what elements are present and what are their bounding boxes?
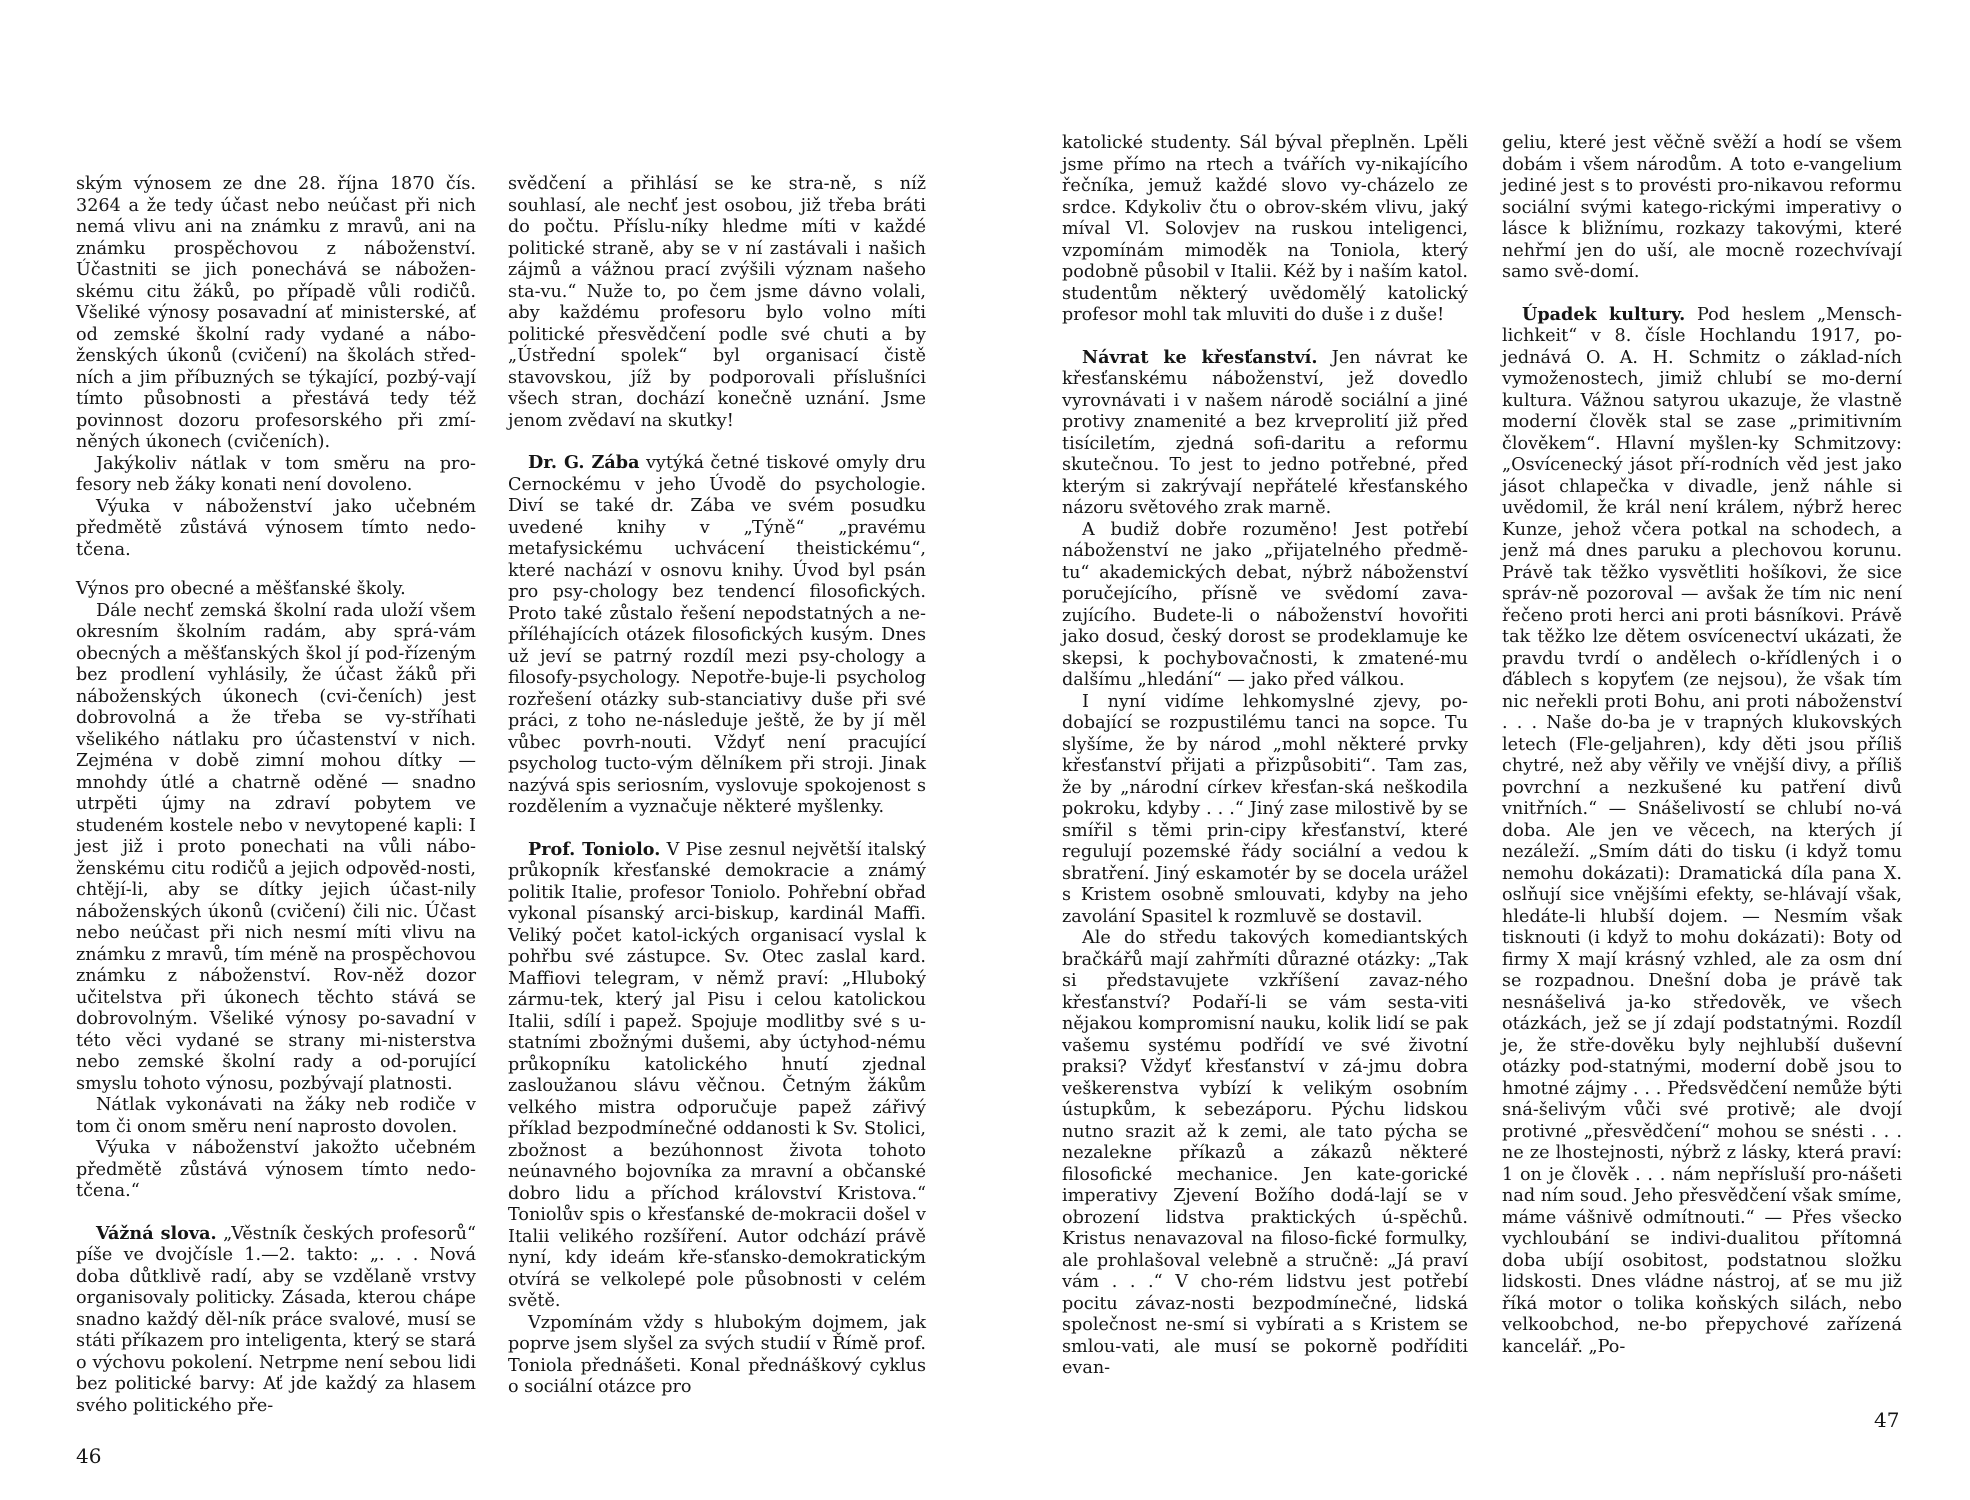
paragraph: geliu, které jest věčně svěží a hodí se všem dobám i všem národům. A toto e-vangelium jediné jest s to provésti pro-nikavou reformu sociální svými katego-rickými imperativy o lásce k bližnímu, rozkazy takovými, které nehřmí jen do uší, ale mocně rozechvívají samo svě-domí. bbox=[1502, 133, 1902, 282]
section-body: V Pise zesnul největší italský průkopník křesťanské demokracie a známý politik Italie, profesor Toniolo. Pohřební obřad vykonal písanský arci-biskup, kardinál Maffi. Veliký počet katol-ických organisací vyslal k pohřbu své zástupce. Sv. Otec zaslal kard. Maffiovi telegram, v němž praví: „Hluboký zármu-tek, který jal Pisu i celou katolickou Italii, sdílí i papež. Spojuje modlitby své s u-statními zbožnými dušemi, aby úctyhod-nému průkopníku katolického hnutí zjednal zasloužanou slávu věčnou. Četným žákům velkého mistra odporučuje papež zářivý příklad bezpodmínečné oddanosti k Sv. Stolici, zbožnost a bezúhonnost života tohoto neúnavného bojovníka za mravní a občanské dobro lidu a příchod království Kristova.“ Toniolův spis o křesťanské de-mokracii došel v Italii velikého rozšíření. Autor odchází právě nyní, kdy ideám kře-sťansko-demokratickým otvírá se velkolepé pole působnosti v celém světě. bbox=[508, 839, 926, 1311]
section-heading-paragraph bbox=[1502, 304, 1902, 1359]
paragraph: Vzpomínám vždy s hlubokým dojmem, jak poprve jsem slyšel za svých studií v Římě prof. Toniola přednášeti. Konal přednáškový cyklus o sociální otázce pro bbox=[508, 1312, 926, 1397]
section-heading-paragraph bbox=[1062, 347, 1468, 520]
paragraph: Ale do středu takových komediantských bračkářů mají zahřmíti důrazné otázky: „Tak si představujete vzkříšení zavaz-ného křesťanství? Podaří-li se vám sesta-viti nějakou kompromisní nauku, kolik lidí se pak vašemu systému podřídí ve své životní praksi? Vždyť křesťanství v zá-jmu dobra veškerenstva vybízí k velikým osobním ústupkům, k sebezáporu. Pýchu lidskou nutno srazit až k zemi, ale tato pýcha se nezalekne příkazů a zákazů některé filosofické mechanice. Jen kate-gorické imperativy Zjevení Božího dodá-lají se v obrození lidstva praktických ú-spěchů. Kristus nenavazoval na filoso-fické formulky, ale prohlašoval velebně a stručně: „Já praví vám . . .“ V cho-rém lidstvu jest potřebí pocitu závaz-nosti bezpodmínečné, lidská společnost ne-smí si vybírati a s Kristem se smlou-vati, ale musí se pokorně podříditi evan- bbox=[1062, 928, 1468, 1378]
paragraph: Výuka v náboženství jakožto učebném předmětě zůstává výnosem tímto nedo-tčena.“ bbox=[76, 1138, 476, 1201]
section-heading-paragraph bbox=[76, 1223, 476, 1418]
paragraph: Nátlak vykonávati na žáky neb rodiče v tom či onom směru není naprosto dovolen. bbox=[76, 1095, 476, 1137]
paragraph: I nyní vidíme lehkomyslné zjevy, po-dobající se rozpustilému tanci na sopce. Tu slyšíme, že by národ „mohl některé prvky křesťanství přijati a přizpůsobiti“. Tam zas, že by „národní církev křesťan-ská neškodila pokroku, kdyby . . .“ Jiný zase milostivě by se smířil s těmi prin-cipy křesťanství, které regulují pozemské řády sociální a vedou k sbratření. Jiný eskamotér by se docela urážel s Kristem osobně smlouvati, kdyby na jeho zavolání Spasitel k rozmluvě se dostavil. bbox=[1062, 691, 1468, 927]
left-page-column-2 bbox=[508, 174, 926, 1399]
section-body: vytýká četné tiskové omyly dru Cernockému v jeho Úvodě do psychologie. Diví se také dr. Zába ve svém posudku uvedené knihy v „Týně“ „pravému metafysickému uchvácení theistickému“, které nachází v osnovu knihy. Úvod byl psán pro psy-chology bez tendencí filosofických. Proto také zůstalo řešení nepodstatných a ne-příléhajících otázek filosofických kusým. Dnes už jeví se patrný rozdíl mezi psy-chology a filosofy-psychology. Nepotře-buje-li psycholog rozřešení otázky sub-stanciativy duše při své práci, z toho ne-následuje ještě, že by jí měl vůbec povrh-nouti. Vždyť není pracující psycholog tucto-vým dělníkem při stroji. Jinak nazývá spis seriosním, vyslovuje spokojenost s rozdělením a vyznačuje některé myšlenky. bbox=[508, 453, 926, 817]
section-heading-paragraph bbox=[508, 452, 926, 819]
section-body: Pod heslem „Mensch-lichkeit“ v 8. čísle Hochlandu 1917, po-jednává O. A. H. Schmitz o základ-ních vymoženostech, jimiž chlubí se mo-derní kultura. Vážnou satyrou ukazuje, že vlastně moderní člověk stal se zase „primitivním člověkem“. Hlavní myšlen-ky Schmitzovy: „Osvícenecký jásot pří-rodních věd jest jako jásot chlapečka v divadle, jenž náhle si uvědomil, že král není králem, nýbrž herec Kunze, jehož včera potkal na schodech, a jenž má dnes paruku a plechovou korunu. Právě tak těžko vysvětliti hošíkovi, že sice správ-ně pozoroval — avšak že tím nic není řečeno proti herci ani proti básníkovi. Právě tak těžko lze dětem osvícenectví ukázati, že pravdu tvrdí o andělech o-křídlených i o ďáblech s kopyťem (ze nejsou), že však tím nic neřekli proti Bohu, ani proti náboženství . . . Naše do-ba je v trapných klukovských letech (Fle-geljahren), kdy děti jsou příliš chytré, než aby věřily ve vnější divy, a příliš povrchní a nezkušené ku patření divů vnitřních.“ — Snášelivostí se chlubí no-vá doba. Ale jen ve věcech, na kterých jí nezáleží. „Smím dáti do tisku (i když tomu nemohu dokázati): Dramatická díla pana X. oslňují sice vnějšími efekty, se-hlávají však, hledáte-li hlubší dojem. — Nesmím však tisknouti (i když to mohu dokázati): Boty od firmy X mají krásný vzhled, ale za osm dní se rozpadnou. Dnešní doba je právě tak nesnášelivá ja-ko středověk, ve všech otázkách, jež se jí zdají podstatnými. Rozdíl je, že stře-dověku byly nejhlubší duševní otázky pod-statnými, moderní době jsou to hmotné zájmy . . . Předsvědčení nemůže býti sná-šelivým vůči své protivě; ale dvojí protivné „přesvědčení“ mohou se snésti . . . ne ze lhostejnosti, nýbrž z lásky, která praví: 1 on je člověk . . . nám nepřísluší pro-nášeti nad ním soud. Jeho přesvědčení však smíme, máme vášnivě odmítnouti.“ — Přes všecko vychloubání se indivi-dualitou přítomná doba ubíjí osobitost, podstatnou složku lidskosti. Dnes vládne nástroj, ať se mu již říká motor o tolika koňských silách, nebo velkoobchod, ne-bo přepychové zařízená kancelář. „Po- bbox=[1502, 304, 1902, 1357]
section-heading: Vážná slova. bbox=[96, 1222, 217, 1244]
section-body: Jen návrat ke křesťanskému náboženství, jež dovedlo vyrovnávati i v našem národě sociální a jiné protivy znamenité a bez krveprolití již před tisíciletím, zjedná sofi-daritu a reformu skutečnou. To jest to jedno potřebné, před kterým si zakrývají nepřátelé křesťanského názoru světového zrak marně. bbox=[1062, 347, 1468, 518]
section-heading-paragraph bbox=[508, 839, 926, 1313]
paragraph: Výuka v náboženství jako učebném předmětě zůstává výnosem tímto nedo-tčena. bbox=[76, 496, 476, 560]
paragraph: Dále nechť zemská školní rada uloží všem okresním školním radám, aby sprá-vám obecných a měšťanských škol jí pod-řízeným bez prodlení vyhlásily, že účast žáků při náboženských úkonech (cvi-čeních) jest dobrovolná a že třeba se vy-stříhati všelikého nátlaku pro účastenství v nich. Zejména v době zimní mohou dítky — mnohdy útlé a chatrně oděné — snadno utrpěti újmy na zdraví pobytem ve studeném kostele nebo v nevytopené kapli: I jest již i proto ponechati na vůli nábo-ženskému citu rodičů a jejich odpověd-nosti, chtějí-li, aby se dítky jejich účast-nily náboženských úkonů (cvičení) čili nic. Účast nebo neúčast při nich nesmí míti vlivu na známku z mravů, tím méně na prospěchovou známku z náboženství. Rov-něž dozor učitelstva při úkonech těchto stává se dobrovolným. Všeliké výnosy po-savadní v této věci vydané se strany mi-nisterstva nebo zemské školní rady a od-porující smyslu tohoto výnosu, pozbývají platnosti. bbox=[76, 600, 476, 1094]
paragraph: svědčení a přihlásí se ke stra-ně, s níž souhlasí, ale nechť jest osobou, již třeba bráti do počtu. Příslu-níky hledme míti v každé politické straně, aby se v ní zastávali i našich zájmů a vážnou prací zvýšili význam našeho sta-vu.“ Nuže to, po čem jsme dávno volali, aby každému profesoru bylo volno míti politické přesvědčení podle své chuti a by „Ústřední spolek“ byl organisací čistě stavovskou, jíž by podporovali příslušníci všech stran, dochází konečně uznání. Jsme jenom zvědaví na skutky! bbox=[508, 174, 926, 431]
section-heading: Úpadek kultury. bbox=[1522, 303, 1686, 325]
section-heading: Prof. Toniolo. bbox=[528, 838, 661, 860]
section-heading: Návrat ke křesťanství. bbox=[1082, 346, 1318, 368]
left-page-column-1 bbox=[76, 174, 476, 1417]
right-page-column-2 bbox=[1502, 133, 1902, 1358]
paragraph: katolické studenty. Sál býval přeplněn. Lpěli jsme přímo na rtech a tvářích vy-nikajícího řečníka, jemuž každé slovo vy-cházelo ze srdce. Kdykoliv čtu o obrov-ském vlivu, jaký míval Vl. Solovjev na ruskou inteligenci, vzpomínám mimoděk na Toniola, který podobně působil v Italii. Kéž by i naším katol. studentům některý uvědomělý katolický profesor mohl tak mluviti do duše i z duše! bbox=[1062, 133, 1468, 325]
section-heading: Dr. G. Zába bbox=[528, 452, 640, 473]
right-page-column-1 bbox=[1062, 133, 1468, 1380]
section-body: „Věstník českých profesorů“ píše ve dvojčísle 1.—2. takto: „. . . Nová doba důtklivě radí, aby se vzdělaně vrstvy organisovaly politicky. Zásada, kterou chápe snadno každý děl-ník práce svalové, musí se státi příkazem pro inteligenta, který se stará o výchovu pokolení. Netrpme není sebou lidi bez politické barvy: Ať jde každý za hlasem svého politického pře- bbox=[76, 1223, 476, 1416]
paragraph: ským výnosem ze dne 28. října 1870 čís. 3264 a že tedy účast nebo neúčast při nich nemá vlivu ani na známku z mravů, ani na známku prospěchovou z náboženství. Účastniti se jich ponechává se nábožen-skému citu žáků, po případě vůli rodičů. Všeliké výnosy posavadní ať ministerské, ať od zemské školní rady vydané a nábo-ženských úkonů (cvičení) na školách střed-ních a jim příbuzných se týkající, pozbý-vají tímto působnosti a přestává tedy též povinnost dozoru profesorského při zmí-něných úkonech (cvičeních). bbox=[76, 174, 476, 452]
subheading: Výnos pro obecné a měšťanské školy. bbox=[76, 579, 406, 599]
paragraph: Jakýkoliv nátlak v tom směru na pro-fesory neb žáky konati není dovoleno. bbox=[76, 453, 476, 495]
paragraph: A budiž dobře rozuměno! Jest potřebí náboženství ne jako „přijatelného předmě-tu“ akademických debat, nýbrž náboženství poručejícího, přísně ve svědomí zava-zujícího. Budete-li o náboženství hovořiti jako dosud, český dorost se prodeklamuje ke skepsi, k pochybovačnosti, k zmatené-mu dalšímu „hledání“ — jako před válkou. bbox=[1062, 519, 1468, 690]
page-number-left: 46 bbox=[76, 1444, 102, 1468]
page-number-right: 47 bbox=[1874, 1408, 1900, 1432]
